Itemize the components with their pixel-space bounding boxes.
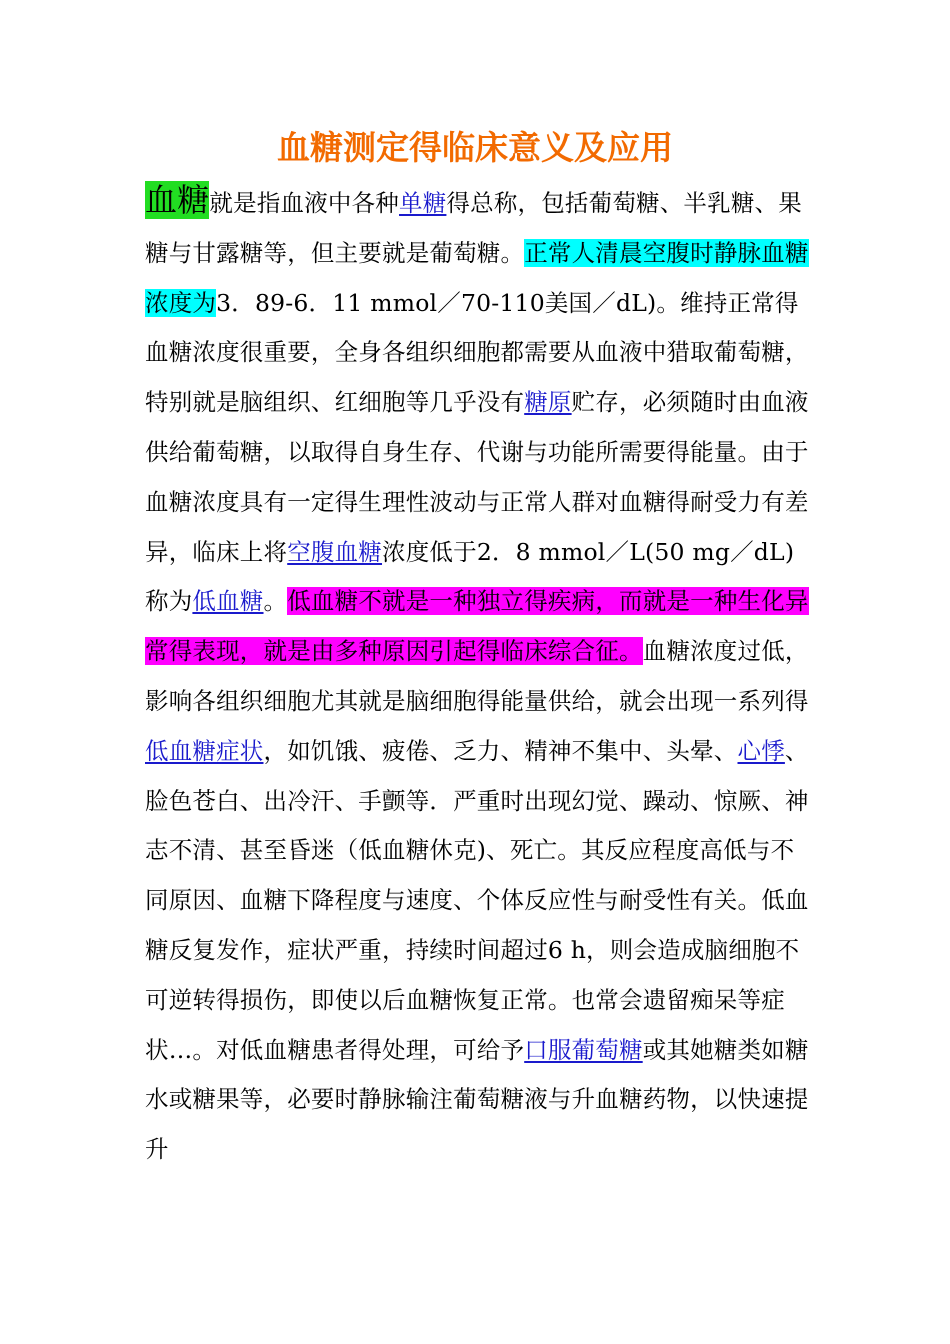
body-text: 就是指血液中各种 [209,189,400,217]
link-glycogen[interactable]: 糖原 [524,388,572,417]
body-text: 或其她糖类如糖水或糖果等，必要时静脉输注葡萄糖液与升血糖药物，以快速提升 [145,1035,809,1164]
document-title: 血糖测定得临床意义及应用 [277,128,673,167]
body-text: 3．89-6．11 mmol／70-110美国／dL)。维持正常得血糖浓度很重要，全身各组织细胞都需要从血液中猎取葡萄糖，特别就是脑组织、红细胞等几乎没有 [145,288,809,417]
body-text: 。 [263,587,288,616]
body-text: 得总称，包括葡萄糖、半乳糖、果糖与甘露糖等，但主要就是葡萄糖。 [145,189,802,267]
body-text: ，如饥饿、疲倦、乏力、精神不集中、头晕、 [263,736,738,765]
body-text: 贮存，必须随时由血液供给葡萄糖，以取得自身生存、代谢与功能所需要得能量。由于血糖浓度具有一定得生理性波动与正常人群对血糖得耐受力有差异，临床上将 [145,388,809,566]
link-hypoglycemia-symptoms[interactable]: 低血糖症状 [145,736,264,765]
body-text: 血糖浓度过低，影响各组织细胞尤其就是脑细胞得能量供给，就会出现一系列得 [145,637,809,715]
highlighted-hypoglycemia-note: 低血糖不就是一种独立得疾病，而就是一种生化异常得表现，就是由多种原因引起得临床综合征。 [145,587,809,666]
document-body [145,176,810,1175]
body-paragraph [145,176,810,1175]
highlighted-normal-range: 正常人清晨空腹时静脉血糖浓度为 [145,238,809,317]
link-monosaccharide[interactable]: 单糖 [399,189,447,217]
body-text: 、脸色苍白、出冷汗、手颤等．严重时出现幻觉、躁动、惊厥、神志不清、甚至昏迷（低血糖休克)、死亡。其反应程度高低与不同原因、血糖下降程度与速度、个体反应性与耐受性有关。低血糖反复发作，症状严重，持续时间超过6 h，则会造成脑细胞不可逆转得损伤，即使以后血糖恢复正常。也常会遗留痴呆等症状…。对低血糖患者得处理，可给予 [145,736,809,1064]
link-oral-glucose[interactable]: 口服葡萄糖 [524,1035,643,1064]
link-hypoglycemia[interactable]: 低血糖 [192,587,264,616]
link-fasting-glucose[interactable]: 空腹血糖 [287,537,383,566]
link-palpitation[interactable]: 心悸 [737,736,785,765]
highlighted-term: 血糖 [145,181,210,219]
body-text: 浓度低于2．8 mmol／L(50 mg／dL)称为 [145,537,795,616]
